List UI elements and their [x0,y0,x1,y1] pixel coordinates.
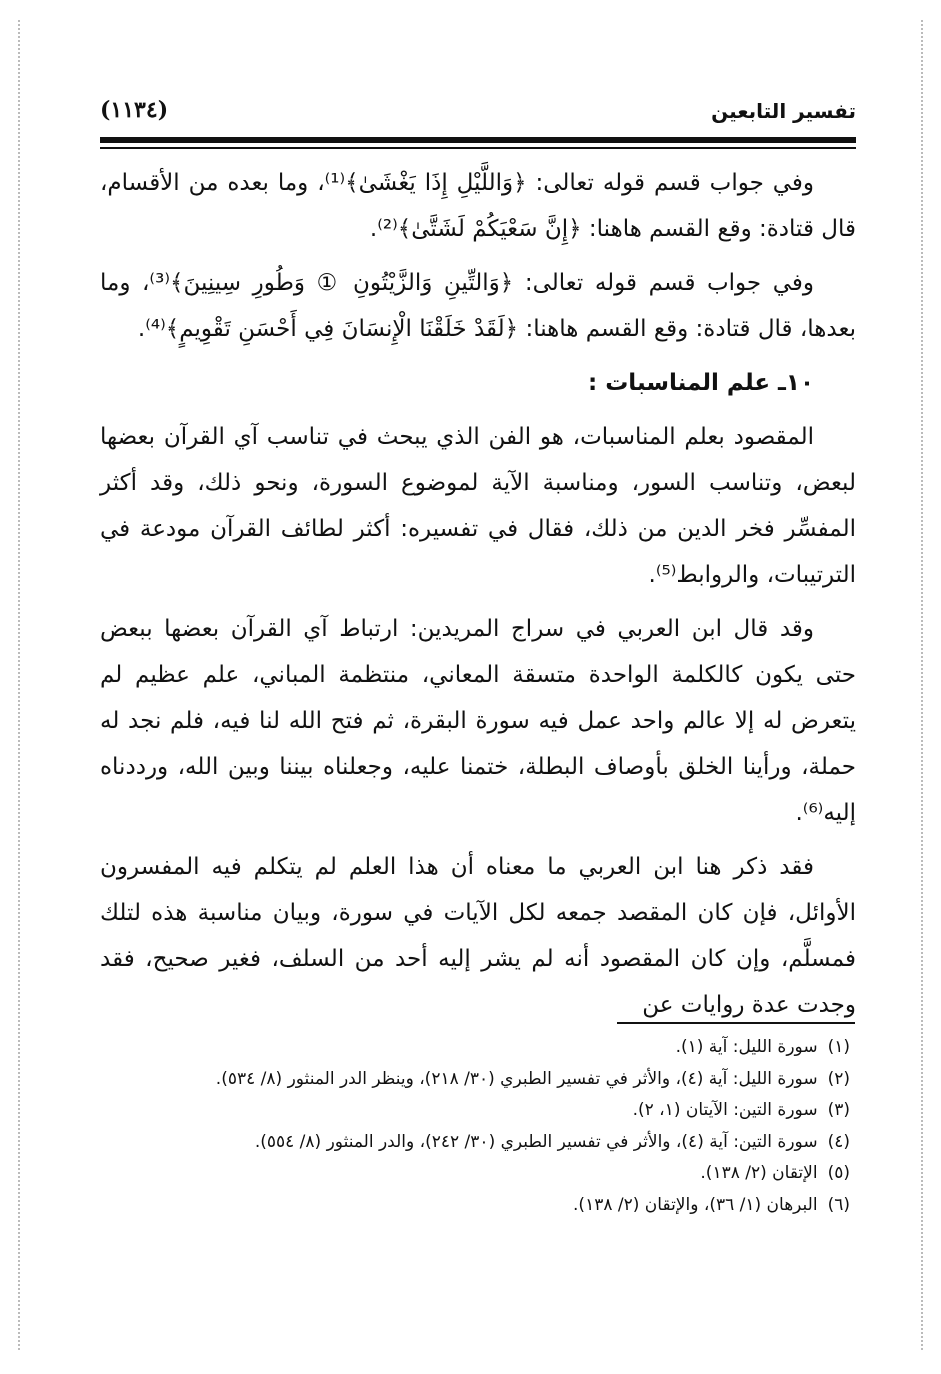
footnote-number: (١) [827,1037,850,1057]
footnote-number: (٢) [827,1068,850,1089]
page-header [100,95,856,135]
header-rule-thin [100,147,856,149]
paragraph-5: فقد ذكر هنا ابن العربي ما معناه أن هذا العلم لم يتكلم فيه المفسرون الأوائل، فإن كان المقصد جمعه لكل الآيات في سورة، وبيان مناسبة هذه لتلك فمسلَّم، وإن كان المقصود أنه لم يشر إليه أحد من السلف، فغير صحيح، فقد وجدت عدة روايات عن [100,854,856,1018]
section-heading: ١٠ـ علم المناسبات : [587,370,814,396]
footnote-text: البرهان (١/ ٣٦)، والإتقان (٢/ ١٣٨). [573,1194,818,1215]
right-margin-dots [921,20,923,1350]
paragraph-3: المقصود بعلم المناسبات، هو الفن الذي يبحث في تناسب آي القرآن بعضها لبعض، وتناسب السور، ومناسبة الآية لموضوع السورة، ونحو ذلك، وقد أكثر المفسِّر فخر الدين من ذلك، فقال في تفسيره: أكثر لطائف القرآن مودعة في الترتيبات، والروابط⁽⁵⁾. [100,424,856,588]
footnote-text: سورة الليل: آية (١). [675,1037,818,1057]
paragraph-2: وفي جواب قسم قوله تعالى: ﴿وَالتِّينِ وَالزَّيْتُونِ ① وَطُورِ سِينِينَ﴾⁽³⁾، وما بعدها، قال قتادة: وقع القسم هاهنا: ﴿لَقَدْ خَلَقْنَا الْإِنسَانَ فِي أَحْسَنِ تَقْوِيمٍ﴾⁽⁴⁾. [100,270,856,342]
footnote-item [100,1190,850,1222]
footnote-item [100,1064,850,1096]
main-text [100,160,856,1036]
footnote-item [100,1158,850,1190]
footnote-text: الإتقان (٢/ ١٣٨). [700,1163,818,1183]
footnote-item [100,1095,850,1127]
page-number: (١١٣٤) [100,97,169,123]
footnote-number: (٤) [827,1131,850,1152]
footnote-separator [617,1022,855,1024]
footnote-text: سورة التين: الآيتان (١، ٢). [632,1100,818,1120]
paragraph-4: وقد قال ابن العربي في سراج المريدين: ارتباط آي القرآن بعضها ببعض حتى يكون كالكلمة الواحدة متسقة المعاني، منتظمة المباني، علم عظيم لم يتعرض له إلا عالم واحد عمل فيه سورة البقرة، ثم فتح الله لنا فيه، فلم نجد له حملة، ورأينا الخلق بأوصاف البطلة، ختمنا عليه، وجعلناه بيننا وبين الله، ورددناه إليه⁽⁶⁾. [100,616,856,826]
footnotes [100,1032,850,1221]
footnote-text: سورة التين: آية (٤)، والأثر في تفسير الطبري (٣٠/ ٢٤٢)، والدر المنثور (٨/ ٥٥٤). [254,1131,818,1152]
footnote-number: (٦) [827,1194,850,1215]
footnote-number: (٣) [827,1100,850,1120]
footnote-item [100,1127,850,1159]
footnote-text: سورة الليل: آية (٤)، والأثر في تفسير الطبري (٣٠/ ٢١٨)، وينظر الدر المنثور (٨/ ٥٣٤). [215,1068,818,1089]
footnote-number: (٥) [827,1163,850,1183]
paragraph-1: وفي جواب قسم قوله تعالى: ﴿وَاللَّيْلِ إِذَا يَغْشَىٰ﴾⁽¹⁾، وما بعده من الأقسام، قال قتادة: وقع القسم هاهنا: ﴿إِنَّ سَعْيَكُمْ لَشَتَّىٰ﴾⁽²⁾. [100,170,856,242]
running-title: تفسير التابعين [711,99,856,123]
left-margin-dots [18,20,20,1350]
footnote-item [100,1032,850,1064]
header-rule-thick [100,137,856,143]
